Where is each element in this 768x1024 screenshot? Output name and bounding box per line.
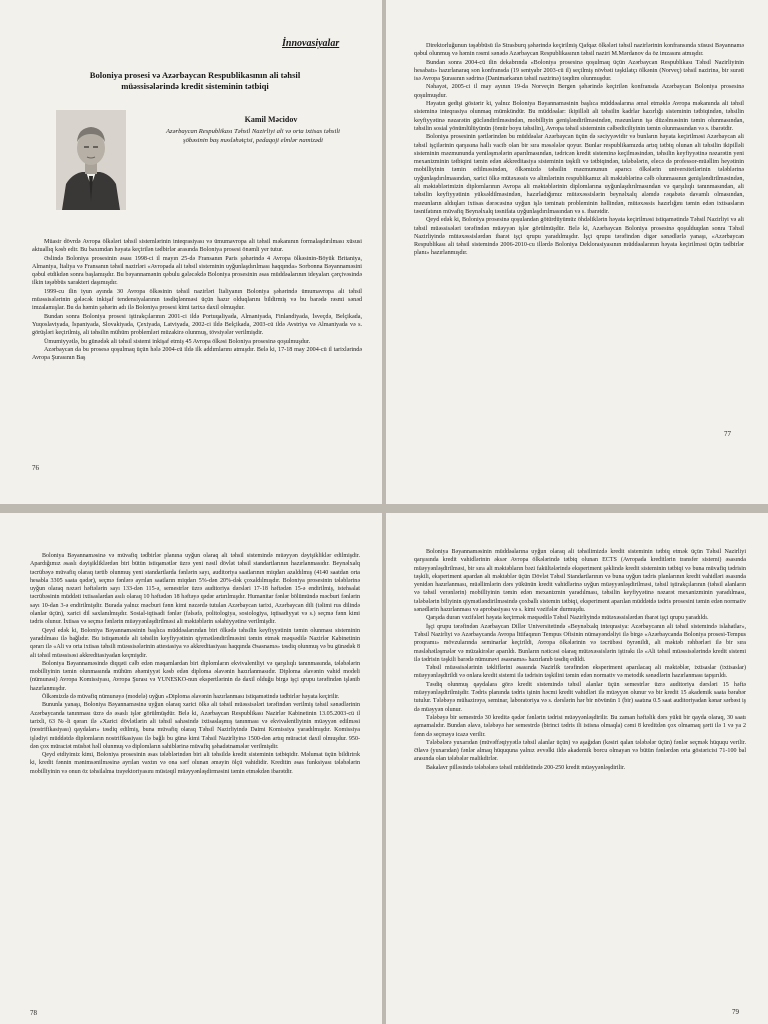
paragraph: Təhsil müəssisələrinin təkliflərini əsasında Nazirlik tərəfindən eksperiment aparılacaq ali məktəblər, ixtisaslar (ixtisaslar) müəyyənləşdirildi və onlara kredit sistemi ilə tədrisin təşkilini təmin edən normativ və metodik sənədlərin hazırlanması tapşırıldı. (414, 665, 746, 680)
author-role: Azərbaycan Respublikası Təhsil Nazirliyi ali və orta ixtisas təhsili şöbəsinin baş məsləhətçisi, pedaqoji elmlər namizədi (166, 128, 340, 144)
author-portrait-graphic (56, 110, 126, 210)
paragraph: Qeyd edək ki, Boloniya Bəyannaməsinin başlıca müddəalarından biri ölkədə təhsilin keyfiyyətinin təmin olunması sisteminin yaradılması ilə bağlıdır. Bu istiqamətdə ali təhsilin keyfiyyətinin qiymətləndirilməsini təmin etmək məqsədilə Nazirlər Kabinetinin qərarı ilə «Ali və orta ixtisas təhsili müəssisələrinin attestasiya və akkreditasiyası haqqında Əsasnamə» təsdiq olunmuş və bu günədək 8 ali təhsil müəssisəsi akkreditasiyadan keçmişdir. (30, 627, 360, 659)
section-label: İnnovasiyalar (282, 38, 340, 49)
paragraph: Müasir dövrdə Avropa ölkələri təhsil sistemlərinin inteqrasiyası və ümumavropa ali təhsil məkanının formalaşdırılması xüsusi aktuallıq kəsb edir. Bu baxımdan həyata keçirilən tədbirlər arasında Boloniya prosesi önəmli yer tutur. (32, 239, 362, 254)
paragraph: Boloniya Bəyannaməsinə və müvafiq tədbirlər planına uyğun olaraq ali təhsil sistemində müəyyən dəyişikliklər edilmişdir. Apardığımız əsaslı dəyişikliklərdən biri bütün istiqamətlər üzrə yeni nəsil dövlət təhsil standartlarının hazırlanmasıdır. Beynəlxalq təcrübəyə müvafiq olaraq tərtib olunmuş yeni standartlarda fənlərin sayı, auditoriya saatlarının miqdarı azaldılmış (4140 saatdan orta hesabla 3305 saata qədər), seçmə fənlərə ayrılan saatların miqdarı 5%-dən 20%-dək çoxaldılmışdır. Boloniya prosesinin tələblərinə uyğun olaraq nəzəri həftələrin sayı 133-dən 115-ə, semestrlər üzrə auditoriya dərsləri 17-18 həftədən 15-ə endirilmiş, istehsalat təcrübəsinin müddəti ixtisaslardan asılı olaraq 10 həftədən 18 həftəyə qədər artırılmışdır. Humanitar fənlər bölümündə məcburi fənlərin sayı 10-dan 3-ə endirilmişdir. Burada yalnız məcburi fənn kimi nəzərdə tutulan Azərbaycan tarixi, Azərbaycan dili (təlimi rus dilində olanlar üçün), xarici dil saxlanılmışdır. Sosial-iqtisadi fənlər (fəlsəfə, politologiya, sosiologiya, iqtisadiyyat və s.) seçmə fənn kimi tədris olunur. İxtisas və seçmə fənlərin müəyyənləşdirilməsi ali məktəblərin səlahiyyətinə verilmişdir. (30, 553, 360, 626)
paragraph: Ümumiyyətlə, bu günədək ali təhsil sistemi inkişaf etmiş 45 Avropa ölkəsi Boloniya prosesinə qoşulmuşdur. (44, 338, 311, 345)
author-photo (56, 110, 126, 210)
paragraph: 1999-cu ilin iyun ayında 30 Avropa ölkəsinin təhsil nazirləri İtaliyanın Boloniya şəhərində ümumavropa ali təhsil müəssisələrinin gələcək inkişaf tendensiyalarının təsdiqlənməsi üçün hazır olduqlarını bildirmiş və bu barədə rəsmi sənəd imzalamışlar. Bu da həmin şəhərin adı ilə Boloniya prosesi kimi tarixə daxil olmuşdur. (32, 288, 362, 312)
page-76-body (32, 238, 362, 362)
paragraph: Boloniya Bəyannaməsində diqqəti cəlb edən məqamlardan biri diplomların ekvivalentliyi və qarşılıqlı tanınmasında, tələbələrin mobilliyinin təmin olunmasında mühüm əhəmiyyət kəsb edən diploma əlavənin hazırlanmasıdır. Diploma əlavənin vahid modeli (nümunəsi) Avropa Komissiyası, Avropa Şurası və YUNESKO-nun ekspertlərinin də daxil olduğu birgə işçi qrupu tərəfindən işlənib hazırlanmışdır. (30, 660, 360, 692)
page-77 (384, 0, 768, 505)
paragraph: Qarşıda duran vəzifələri həyata keçirmək məqsədilə Təhsil Nazirliyində mütəxəssislərdən ibarət işçi qrupu yaradıldı. (426, 615, 709, 622)
paragraph: Boloniya Bəyannaməsinin müddəalarına uyğun olaraq ali təhsilimizdə kredit sisteminin tətbiq etmək üçün Təhsil Nazirliyi qarşısında kredit vahidlərinin əksər Avropa ölkələrində tətbiq olunan ECTS (Avropada kreditlərin transfer sistemi) əsasında müəyyənləşdirilməsi, bir sıra ali məktəbların bəzi fakültələrində eksperiment şəklində kredit sisteminin tətbiqi və buna müvafiq tədrisin təşkili, eksperiment apardan ali məktəblər üçün Dövlət Təhsil Standartlarının və buna uyğun tədris planlarının kredit vahidləri əsasında yenidən hazırlanması, müəllimlərin dərs yükünün kredit vahidlərinə uyğun müəyyənləşdirilməsi, təhsil iştirakçılarının (təhsil alanların və təhsil verənlərin) mobilliyinin təmin edən mexanizmin yaradılması, təhsilin keyfiyyətinə nəzarət mexanizminin yaradılması, tələbələrin biliyinin qiymətləndirilməsində çoxballı sistemin tətbiqi, eksperiment aparılan müddətdə tədris prosesini təmin edən normativ sənədlərin hazırlanması və aprobasiyası və s. kimi vəzifələr durmuşdu. (414, 549, 746, 614)
paragraph: Tələbəyə bir semestrdə 30 kreditə qədər fənlərin tədrisi müəyyənləşdirilir. Bu zaman həftəlik dərs yükü bir qayda olaraq, 30 saatı aşmamalıdır. Bundan əlavə, tələbəyə hər semestrdə (birinci tədris ili istisna olmaqla) cəmi 8 kreditdən çox olmamaq şərti ilə 1 və ya 2 fənn də seçməyə icazə verilir. (414, 714, 746, 738)
paragraph: İşçi qrupu tərəfindən Azərbaycan Dillər Universitetində «Beynəlxalq inteqrasiya: Azərbaycanın ali təhsil sistemində islahatlar», Təhsil Nazirliyi və Azərbaycanda Avropa İttifaqının Tempus Ofisinin nümayəndəliyi ilə birgə «Azərbaycanda Boloniya prosesi-Tempus proqramı» mövzularında seminarlar keçirildi, Avropa ölkələrinin və təcrübəsi öyrənildi, ali məktəb rəhbərləri ilə bir sıra məsləhətləşmələr və müzakirələr aparıldı. Bunların nəticəsi olaraq mütəxəssislərin iştirakı ilə «Ali təhsil müəssisələrində kredit sistemi ilə tədrisin təşkili barədə nümunəvi əsasnamə» hazırlanıb təsdiq edildi. (414, 623, 746, 663)
page-number: 76 (32, 464, 39, 472)
paragraph: Boloniya prosesinin şərtlərindən bu müddəalar Azərbaycan üçün də səciyyəvidir və bunların həyata keçirilməsi Azərbaycan ali təhsil işçilərinin qarşısına hallı vacib olan bir sıra məsələlər qoyur. Bunlar respublikamızda artıq tətbiq olunan ali təhsilin ikipilləli sisteminin məzmununda yeniləşmələrin aparılmasından, tədricən kredit sisteminə keçilməsindən, təhsilin keyfiyyətinə nəzarətin yeni mexanizminin tətbiqini təmin edən akkreditasiya sisteminin təşkili və tətbiqindən, tələbələrin, elecə də professor-müəllim heyətinin mobilliyinin təmin edilməsindən, ölkəmizdə təhsilin məzmununun aparıcı ölkələrin universitetlərinin tələblərinə uyğunlaşdırılmasından, xarici ölkə mütəxəssis və alimlərinin respublikamız ali məktəblərinə cəlb olunmasının genişləndirilməsindən, ali məktəblərimizin diplomlarının Avropa ali məktəblərinin diplomlarına uyğunlaşdırılmasından və qarşılıqlı tanınmasından, ali təhsilin keyfiyyətinin yüksəldilməsindən, hazırladığımız mütəxəssislərin beynəlxalq aləmdə rəqabətə davamlı olmasından, məzunların aldıqları ixtisas dərəcəsinə uyğun işlə təminatı problеminin həllindən, mütəxəssis hazırlığını təmin edən ixtisasların təsnifatının müvafiq Beynəlxalq təsnifata uyğunlaşdırılmasından və s. ibarətdir. (414, 134, 744, 215)
paragraph: Əslində Boloniya prosesinin əsası 1998-ci il mayın 25-də Fransanın Paris şəhərində 4 Avropa ölkəsinin-Böyük Britaniya, Almaniya, İtaliya və Fransanın təhsil nazirləri «Avropada ali təhsil sisteminin uyğunlaşdırılması haqqında» Sorbonna Bəyannaməsini qəbul etdikdən sonra başlamışdır. Bu bəyannamənin qəbulu gələcəkdə Boloniya prosesinin əsas müddəalarının ideyaları çərçivəsində ilkin təşəbbüs xarakteri daşımışdır. (32, 255, 362, 287)
article-title (40, 70, 350, 92)
paragraph: Bakalavr pilləsində tələbələrə təhsil müddətində 200-250 kredit müəyyənləşdirilir. (426, 764, 626, 771)
paragraph: Bundan sonra Boloniya prosesi iştirakçılarının 2001-ci ildə Portuqaliyada, Almaniyada, Finlandiyada, İsveçdə, Belçikada, Yuqoslaviyada, İspaniyada, Slovakiyada, Çexiyada, Latviyada, 2002-ci ildə Belçikada, 2003-cü ildə Avstriya və Almaniyada və s. görüşləri keçirilmiş, ali təhsilin mühüm problemləri müzakirə olunmuş, tövsiyələr verilmişdir. (32, 313, 362, 337)
paragraph: Tələbələrə yuxarıdan (müvəffəqiyyətlə təhsil alanlar üçün) və aşağıdan (kəsiri qalan tələbələr üçün) fənlər seçmək hüququ verilir. Əlavə (yuxarıdan) fənlər almaq hüququna yalnız əvvəlki ildə akademik borcu olmayan və bütün fənlərdən orta göstəricisi 71-100 bal arasında olan tələbələr malikdirlər. (414, 739, 746, 763)
paragraph: Nəhayət, 2005-ci il may ayının 19-da Norveçin Bergen şəhərində keçirilən konfransda Azərbaycan Boloniya prosesinə qoşulmuşdur. (414, 84, 744, 99)
page-78 (0, 512, 384, 1024)
page-77-body (414, 42, 744, 258)
page-79-body (414, 548, 746, 772)
page-gutter-horizontal (0, 504, 768, 513)
article-title-line-1: Boloniya prosesi və Azərbaycan Respublikasının ali təhsil (89, 70, 301, 80)
page-number: 78 (30, 1009, 37, 1017)
paragraph: Bununla yanaşı, Boloniya Bəyannaməsinə uyğun olaraq xarici ölkə ali təhsil müəssisələri tərəfindən verilmiş təhsil sənədlərinin Azərbaycanda tanınması üzrə də əsaslı işlər görülmüşdür. Belə ki, Azərbaycan Respublikası Nazirlər Kabinetinin 13.05.2003-cü il tarixli, 63 №-li qərarı ilə «Xarici dövlətlərin ali təhsil sahəsində ixtisaslaşmış tanınması və ekvivalentliyinin müəyyən edilməsi (nostrifikasiyası) qaydaları» təsdiq edilmiş, buna müvafiq olaraq Təhsil Nazirliyində Daimi Komissiya yaradılmışdır. Komissiya işlədiyi müddətdə diplomların nostrifikasiyası ilə bağlı bu günə kimi Təhsil Nazirliyinə 1500-dən artıq müraciət daxil olmuşdur. 950-dən çox müraciət müsbət həll olunmuş və diplomların sahiblərinə müvafiq şəhadətnamələr verilmişdir. (30, 702, 360, 750)
page-number: 79 (732, 1008, 739, 1016)
page-78-body (30, 552, 360, 776)
paragraph: Qeyd etdiyimiz kimi, Boloniya prosesinin əsas tələblərindən biri ali təhsildə kredit sisteminin tətbiqidir. Məlumat üçün bildirirık ki, kredit fənnin mənimsənilməsinə ayrılan vaxtın və ona sərf olunan əməyin ölçü vahididir. Kreditin əsas funksiyası tələbələrin mobilliyinin və onun öz təhsilalma trayektoriyasını müstəqil müəyyənləşdirməsini təmin etməkdən ibarətdir. (30, 752, 360, 775)
author-name: Kamil Məcidov (244, 115, 298, 124)
page-76 (0, 0, 384, 505)
paragraph: Bundan sonra 2004-cü ilin dekabrında «Boloniya prosesinə qoşulmaq üçün Azərbaycan Respublikası Təhsil Nazirliyinin hesabatı» hazırlanaraq son konfransda (19 sentyabr 2003-cü il) seçilmiş növbəti təşkilatçı ölkənin (Norveç) təhsil nazirinə, bir surəti isə Avropa Şurasının sədrinə (Danimarkanın təhsil nazirinə) təqdim olunmuşdur. (414, 59, 744, 83)
paragraph: Həyatın gedişi göstərir ki, yalnız Boloniya Bəyannaməsinin başlıca müddəalarına əməl etməklə Avropa məkanında ali təhsil sisteminə inteqrasiya olunmaq mümkündür. Bu müddəalar: ikipilləli ali təhsilin kadrlar hazırlığı sisteminin tətbiqindən, təhsilin keyfiyyətinə nəzarətin gücləndirilməsindən, mobilliyin genişləndirilməsindən, məzunların işə düzəlməsinin təmin olunmasından, təhsilin sosial yönümlülüyünün (ömür boyu təhsilin), Avropa təhsil sisteminin cəlbediciliyinin təmin olunmasından və s. ibarətdir. (414, 101, 744, 132)
paragraph: Azərbaycan da bu prosesə qoşulmaq üçün hələ 2004-cü ildə ilk addımlarını atmışdır. Belə ki, 17-18 may 2004-cü il tarixlərində Avropa Şurasının Baş (32, 346, 362, 362)
article-title-line-2: müəssisələrində kredit sisteminin tətbiqi (121, 81, 269, 91)
page-number: 77 (724, 430, 731, 438)
paragraph: Ölkəmizdə də müvafiq nümunəyə (modelə) uyğun «Diploma əlavənin hazırlanması istiqamətində tədbirlər həyata keçirilir. (42, 694, 340, 701)
paragraph: Qeyd edək ki, Boloniya prosesinə qoşulandan götürdüyümüz öhdəliklərin həyata keçirilməsi istiqamətində Təhsil Nazirliyi və ali təhsil müəssisələri tərəfindən müəyyən işlər görülmüşdür. Belə ki, Azərbaycan Boloniya prosesinə qoşulduqdan sonra Təhsil Nazirliyində mütəxəssislərdən ibarət işçi qrupu yaradılmışdır. İşçi qrupu tərəfindən digər sənədlərlə yanaşı, «Azərbaycan Respublikası ali təhsil sistemində 2006-2010-cu illərdə Boloniya Deklorasiyasının müddəalarının həyata keçirilməsi üçün tədbirlər planı» hazırlanmışdır. (414, 217, 744, 257)
paragraph: Təsdiq olunmuş qaydalara görə kredit sistemində təhsil alanlar üçün semestrlər üzrə auditoriya dərsləri 15 həftə müəyyənləşdirilmişdir. Tədris planında tədris işinin həcmi kredit vahidləri ilə müəyyən olunur və bir kredit 15 akademik saata bərabər tutulur. Tələbəyə mühazirəyə, seminar, laboratoriya və s. dərslərin hər bir növünün 1 (bir) saatına 0.5 saat auditoriyadan kənar sərbəst iş də müəyyən olunur. (414, 681, 746, 713)
paragraph: Direktorluğunun təşəbbüsü ilə Strasburq şəhərində keçirilmiş Qafqaz ölkələri təhsil nazirlərinin konfransında xüsusi Bəyannamə qəbul olunmuş və həmin rəsmi sənədə Azərbaycan Respublikasının təhsil naziri M.Mərdanov da öz imzasını atmışdır. (414, 43, 744, 58)
page-79 (384, 512, 768, 1024)
